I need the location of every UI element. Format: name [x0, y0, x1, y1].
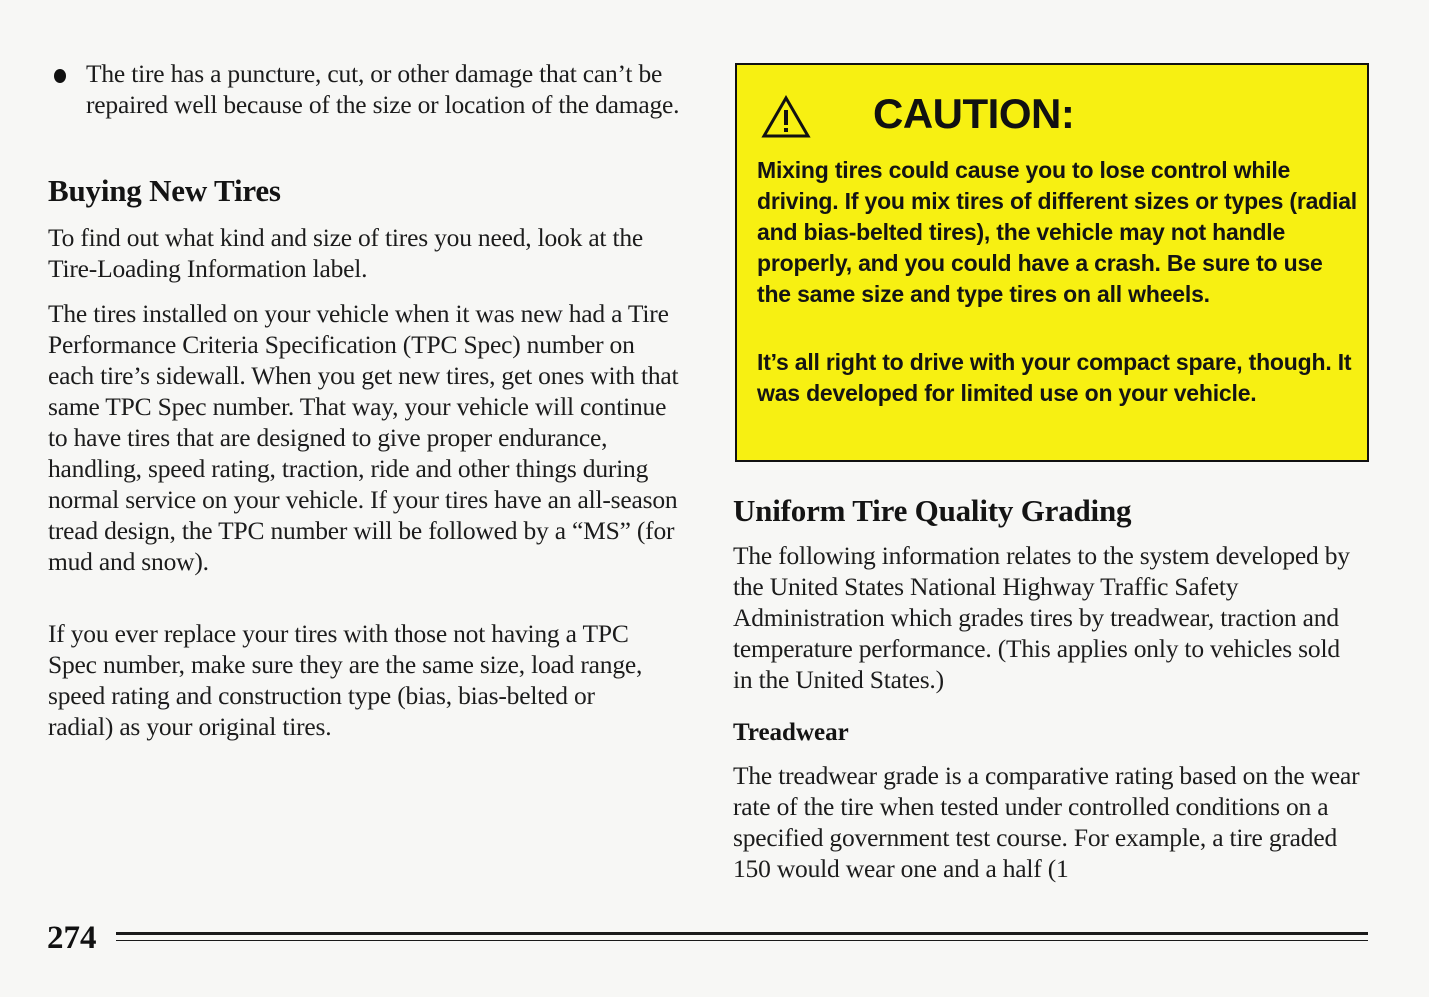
warning-triangle-icon [761, 95, 811, 139]
caution-paragraph-compact-spare: It’s all right to drive with your compact spare, though. It was developed for limited use on your vehicle. [757, 349, 1352, 406]
paragraph-utqg-intro: The following information relates to the system developed by the United States National Highway Traffic Safety Administration which grades tires by treadwear, traction and temperature performance. (This applies only to vehicles sold in the United States.) [733, 541, 1350, 694]
subheading-treadwear: Treadwear [733, 719, 849, 746]
section-heading-buying-new-tires: Buying New Tires [48, 173, 281, 208]
paragraph-tire-label: To find out what kind and size of tires you need, look at the Tire-Loading Information label. [48, 223, 644, 283]
caution-box [735, 63, 1369, 462]
bullet-text: The tire has a puncture, cut, or other damage that can’t be repaired well because of the size or location of the damage. [86, 59, 680, 119]
section-heading-utqg: Uniform Tire Quality Grading [733, 493, 1132, 528]
caution-title: CAUTION: [873, 90, 1075, 137]
paragraph-tpc-spec: The tires installed on your vehicle when it was new had a Tire Performance Criteria Specification (TPC Spec) number on each tire’s sidewall. When you get new tires, get ones with that same TPC Spec number. That way, your vehicle will continue to have tires that are designed to give proper endurance, handling, speed rating, traction, ride and other things during normal service on your vehicle. If your tires have an all-season tread design, the TPC number will be followed by a “MS” (for mud and snow). [48, 299, 679, 576]
paragraph-treadwear: The treadwear grade is a comparative rating based on the wear rate of the tire when tested under controlled conditions on a specified government test course. For example, a tire graded 150 would wear one and a half (1 [733, 761, 1360, 883]
caution-paragraph-mixing-tires: Mixing tires could cause you to lose control while driving. If you mix tires of different sizes or types (radial and bias-belted tires), the vehicle may not handle properly, and you could have a crash. Be sure to use the same size and type tires on all wheels. [757, 157, 1357, 307]
paragraph-replace-tires: If you ever replace your tires with those not having a TPC Spec number, make sure they are the same size, load range, speed rating and construction type (bias, bias-belted or radial) as your original tires. [48, 619, 643, 741]
page-number: 274 [47, 920, 97, 956]
caution-header [761, 89, 1161, 137]
footer-rule-bottom [116, 940, 1368, 941]
footer-rule-top [116, 932, 1368, 935]
bullet-dot-icon [54, 69, 66, 83]
